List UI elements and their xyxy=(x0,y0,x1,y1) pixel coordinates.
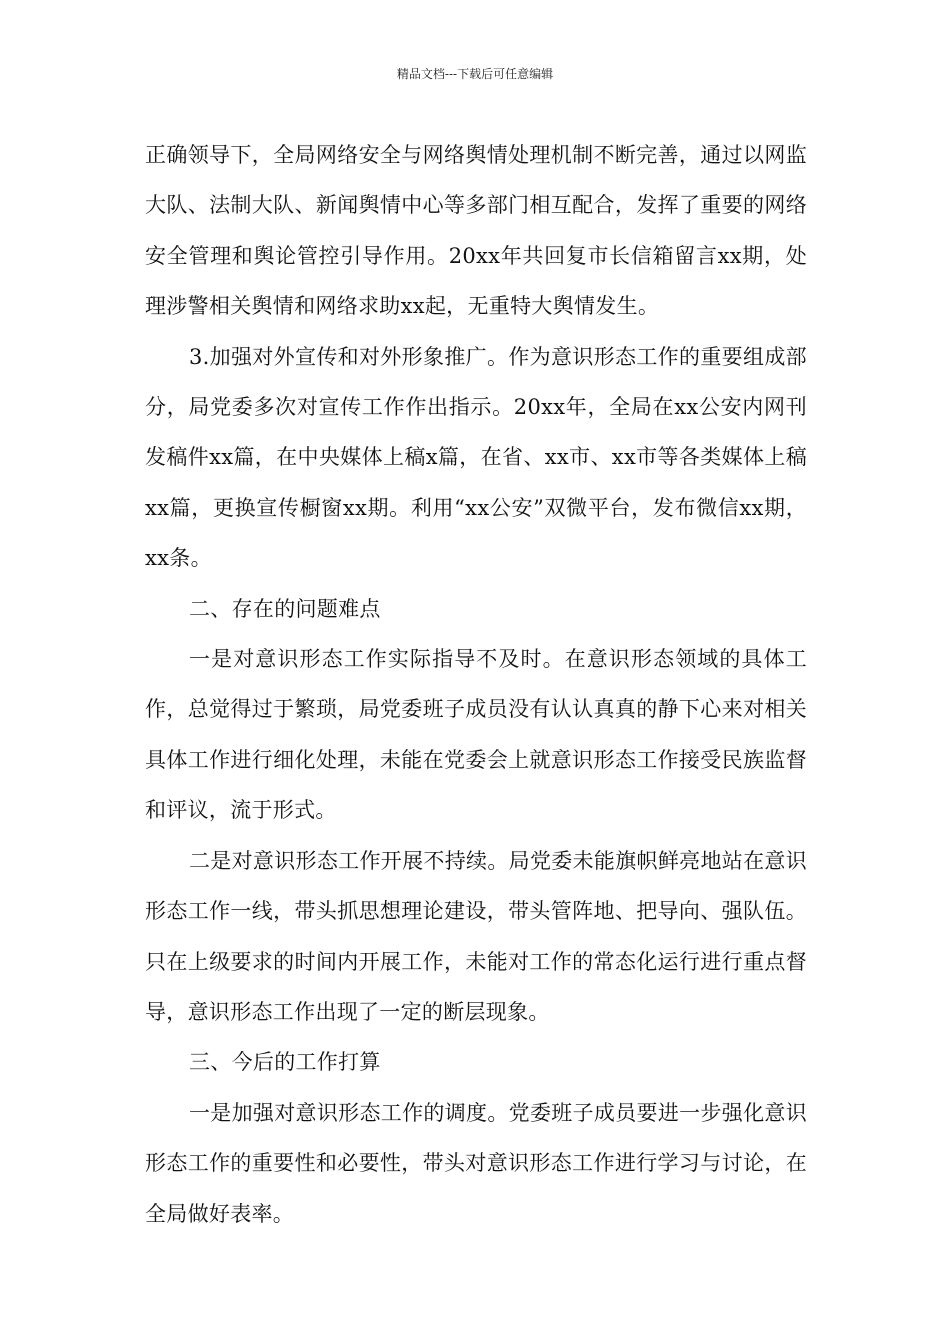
paragraph-plan-scheduling: 一是加强对意识形态工作的调度。党委班子成员要进一步强化意识形态工作的重要性和必要性，带头对意识形态工作进行学习与讨论，在全局做好表率。 xyxy=(145,1100,807,1226)
document-body xyxy=(145,130,807,1239)
paragraph-problem-continuity: 二是对意识形态工作开展不持续。局党委未能旗帜鲜亮地站在意识形态工作一线，带头抓思想理论建设，带头管阵地、把导向、强队伍。只在上级要求的时间内开展工作，未能对工作的常态化运行进行重点督导，意识形态工作出现了一定的断层现象。 xyxy=(145,848,807,1024)
paragraph-problem-guidance: 一是对意识形态工作实际指导不及时。在意识形态领域的具体工作，总觉得过于繁琐，局党委班子成员没有认认真真的静下心来对相关具体工作进行细化处理，未能在党委会上就意识形态工作接受民族监督和评议，流于形式。 xyxy=(145,647,807,823)
section-heading-problems: 二、存在的问题难点 xyxy=(189,596,381,621)
paragraph-network-security: 正确领导下，全局网络安全与网络舆情处理机制不断完善，通过以网监大队、法制大队、新闻舆情中心等多部门相互配合，发挥了重要的网络安全管理和舆论管控引导作用。20xx年共回复市长信箱留言xx期，处理涉警相关舆情和网络求助xx起，无重特大舆情发生。 xyxy=(145,143,807,319)
section-heading-plans: 三、今后的工作打算 xyxy=(189,1050,381,1075)
paragraph-external-publicity: 3.加强对外宣传和对外形象推广。作为意识形态工作的重要组成部分，局党委多次对宣传工作作出指示。20xx年，全局在xx公安内网刊发稿件xx篇，在中央媒体上稿x篇，在省、xx市、xx市等各类媒体上稿xx篇，更换宣传橱窗xx期。利用“xx公安”双微平台，发布微信xx期，xx条。 xyxy=(145,344,807,571)
page-header: 精品文档---下载后可任意编辑 xyxy=(396,67,554,81)
